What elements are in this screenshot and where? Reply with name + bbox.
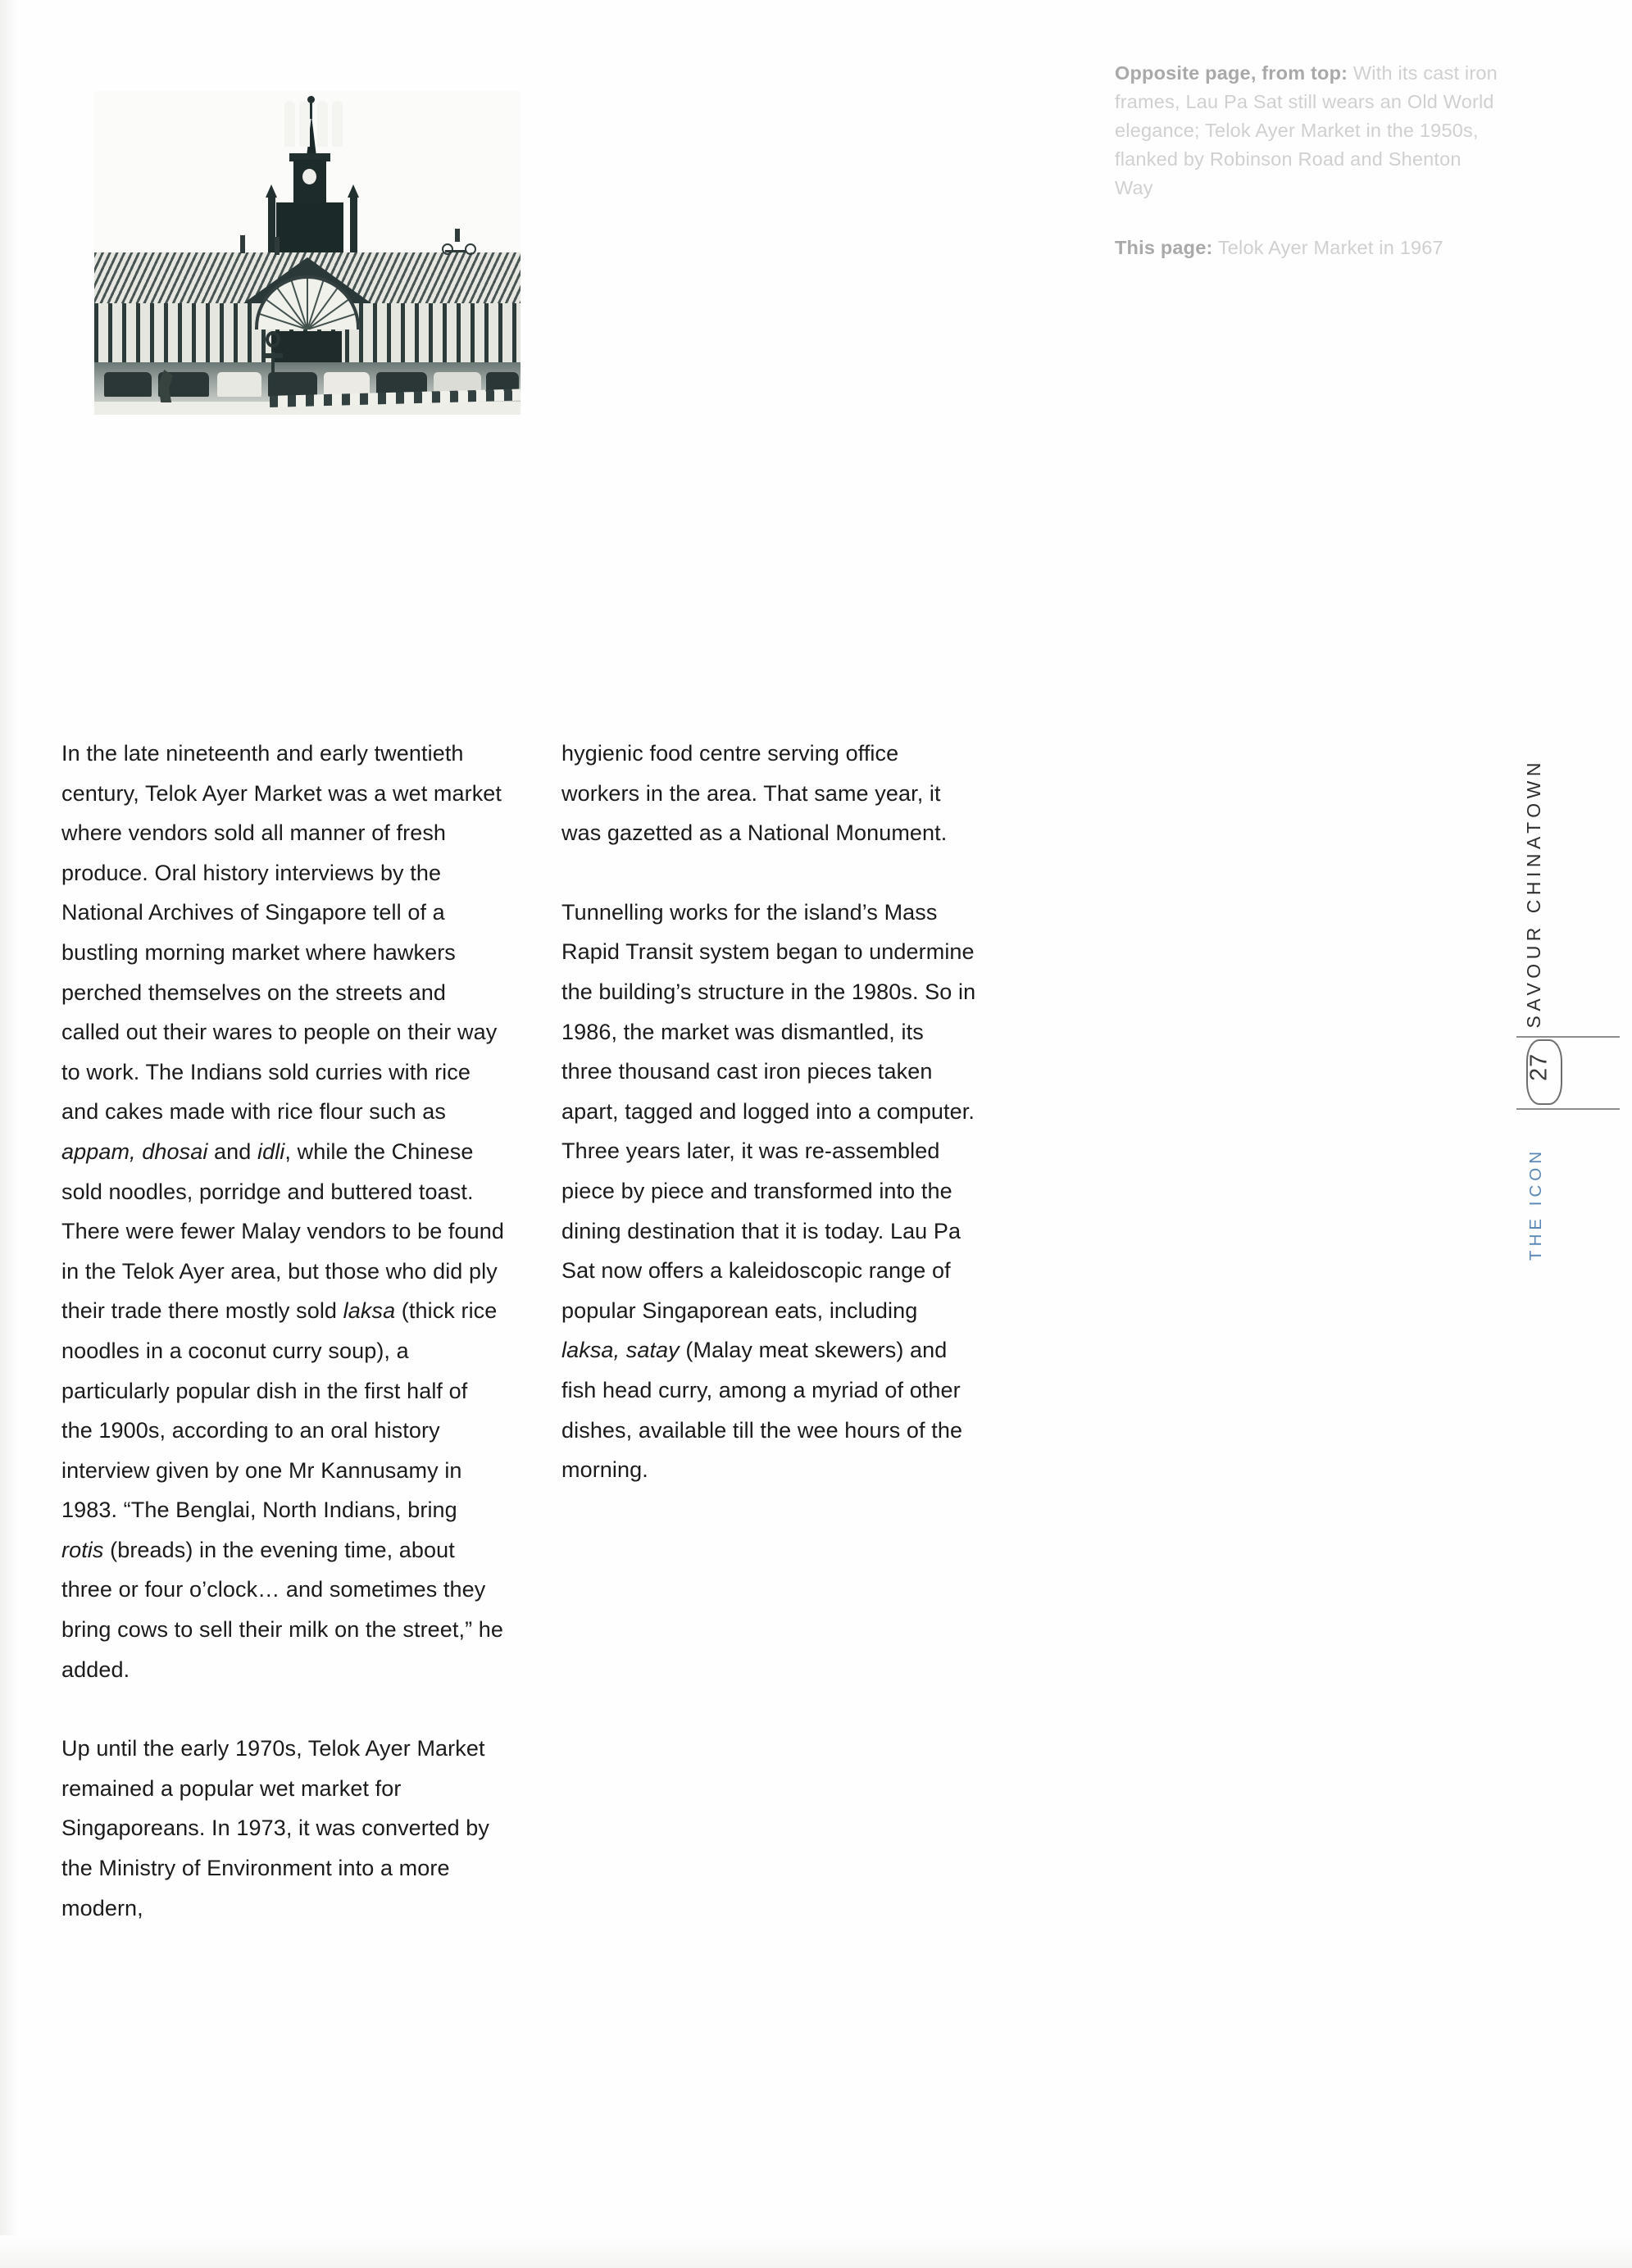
pedestrian bbox=[275, 237, 280, 255]
clock-face-icon bbox=[302, 169, 316, 184]
body-text-run: , while the Chinese sold noodles, porridge and buttered toast. There were fewer Malay vendors to be found in the Telok Ayer area, but those who did ply their trade there mostly sold bbox=[61, 1139, 504, 1324]
bicycle-wheel-icon bbox=[442, 243, 453, 255]
emphasised-term: laksa, satay bbox=[561, 1338, 680, 1363]
scan-edge-bottom bbox=[0, 2235, 1632, 2268]
caption-this-page bbox=[1115, 234, 1504, 262]
street-sign-pole bbox=[271, 352, 275, 391]
caption-lead-label: Opposite page, from top: bbox=[1115, 62, 1348, 84]
photo-captions bbox=[1115, 59, 1504, 262]
body-text-run: Tunnelling works for the island’s Mass Rapid Transit system began to undermine the building’s structure in the 1980s. So in 1986, the market was dismantled, its three thousand cast iron pieces taken apart, tagged and logged into a computer. Three years later, it was re-assembled piece by piece and transformed into the dining destination that it is today. Lau Pa Sat now offers a kaleidoscopic range of popular Singaporean eats, including bbox=[561, 899, 976, 1323]
body-text-run: hygienic food centre serving office workers in the area. That same year, it was gazetted as a National Monument. bbox=[561, 741, 948, 846]
section-label: THE ICON bbox=[1526, 1148, 1545, 1261]
belfry-arch bbox=[299, 101, 310, 147]
caption-opposite-page bbox=[1115, 59, 1504, 202]
page-number-badge bbox=[1521, 1034, 1569, 1110]
body-text-run: In the late nineteenth and early twentieth century, Telok Ayer Market was a wet market where vendors sold all manner of fresh produce. Oral history interviews by the National Archives of Singapore tell of a bustling morning market where hawkers perched themselves on the streets and called out their wares to people on their way to work. The Indians sold curries with rice and cakes made with rice flour such as bbox=[61, 741, 502, 1125]
belfry-arch bbox=[332, 101, 343, 147]
emphasised-term: laksa bbox=[343, 1298, 396, 1324]
parked-car bbox=[104, 372, 152, 397]
body-text-run: (breads) in the evening time, about three or four o’clock… and sometimes they bring cows to sell their milk on the street,” he added. bbox=[61, 1537, 504, 1682]
body-text-run: (thick rice noodles in a coconut curry soup), a particularly popular dish in the first half of the 1900s, according to an oral history interview given by one Mr Kannusamy in 1983. “The Benglai, North Indians, bring bbox=[61, 1298, 498, 1523]
archival-photograph bbox=[94, 91, 521, 415]
parked-car bbox=[217, 372, 261, 397]
belfry-arch bbox=[284, 101, 295, 147]
body-paragraph bbox=[61, 734, 504, 1689]
caption-lead-label: This page: bbox=[1115, 237, 1213, 258]
emphasised-term: idli bbox=[257, 1139, 285, 1164]
badge-rule-bottom bbox=[1516, 1108, 1620, 1110]
body-column-right bbox=[561, 734, 980, 1490]
pedestrian bbox=[240, 235, 245, 253]
body-text-run: (Malay meat skewers) and fish head curry, among a myriad of other dishes, available till the wee hours of the morning. bbox=[561, 1338, 963, 1483]
belfry-arch bbox=[317, 101, 328, 147]
body-paragraph bbox=[61, 1729, 504, 1928]
body-paragraph bbox=[561, 893, 980, 1490]
caption-body-text: Telok Ayer Market in 1967 bbox=[1212, 237, 1443, 258]
caption-body-text: With its cast iron frames, Lau Pa Sat still wears an Old World elegance; Telok Ayer Market in the 1950s, flanked by Robinson Road and Shenton Way bbox=[1115, 62, 1498, 198]
scan-edge-left bbox=[0, 0, 18, 2268]
bicycle-wheel-icon bbox=[465, 243, 476, 255]
page-number: 27 bbox=[1525, 1052, 1552, 1082]
body-column-left bbox=[61, 734, 504, 1928]
parked-car bbox=[268, 372, 317, 397]
running-head: SAVOUR CHINATOWN bbox=[1523, 758, 1544, 1029]
body-paragraph bbox=[561, 734, 980, 853]
body-text-run: Up until the early 1970s, Telok Ayer Market remained a popular wet market for Singaporeans. In 1973, it was converted by the Ministry of Environment into a more modern, bbox=[61, 1736, 490, 1920]
body-text-run: and bbox=[207, 1139, 257, 1164]
street-sign-ring-icon bbox=[266, 331, 280, 348]
emphasised-term: rotis bbox=[61, 1537, 104, 1562]
emphasised-term: appam, dhosai bbox=[61, 1139, 208, 1164]
